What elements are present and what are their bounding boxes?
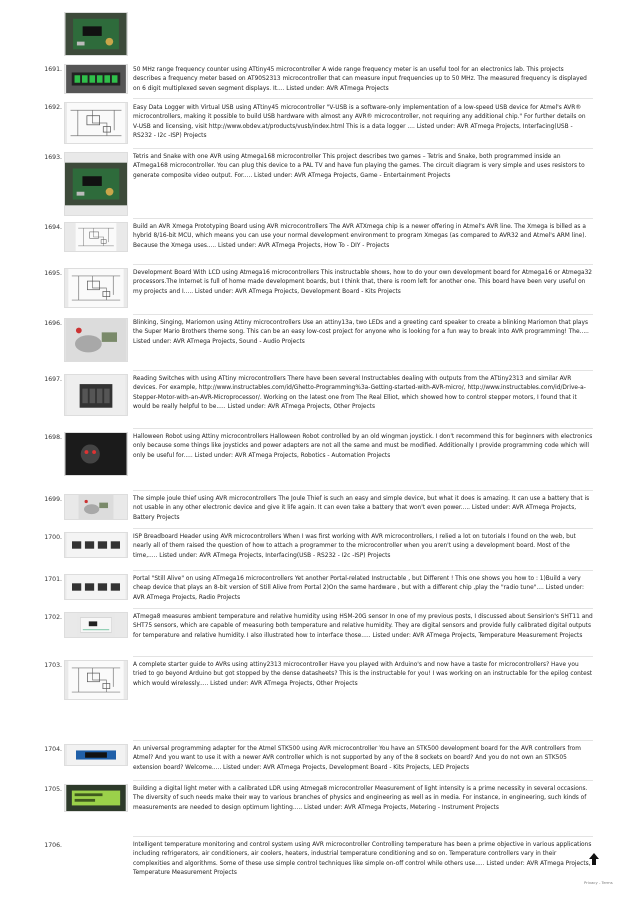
project-thumbnail[interactable]: [64, 318, 128, 362]
item-separator: [133, 98, 593, 99]
item-separator: [133, 314, 593, 315]
project-description[interactable]: Blinking, Singing, Mariomon using Attiny microcontrollers Use an attiny13a, two LEDs and a greeting card speaker to create a blinking Mariomon that plays the Super Mario Brothers theme song. This can be an easy low-cost project for anyone who is looking for a fun way to break into AVR programming! The..... Listed under: AVR ATmega Projects, Sound - Audio Projects: [133, 320, 589, 345]
project-description[interactable]: Easy Data Logger with Virtual USB using ATtiny45 microcontroller "V-USB is a software-only implementation of a low-speed USB device for Atmel's AVR® microcontrollers, making it possible to build USB hardware with almost any AVR® microcontroller, not requiring any additional chip." For further details on V-USB and licensing, visit http://www.obdev.at/products/vusb/index.html This is a data logger .... Listed under: AVR ATmega Projects, Interfacing(USB - RS232 - I2c -ISP) Projects: [133, 105, 586, 140]
project-thumbnail[interactable]: [64, 612, 128, 638]
item-number: 1696.: [44, 320, 62, 327]
item-number: 1702.: [44, 614, 62, 621]
project-description[interactable]: ISP Breadboard Header using AVR microcontrollers When I was first working with AVR microcontrollers, I relied a lot on tutorials I found on the web, but nearly all of them raised the question of how to attach a programmer to the microcontroller when you aren't using a development board. Most of the time,..... Listed under: AVR ATmega Projects, Interfacing(USB - RS232 - I2c -ISP) Projects: [133, 534, 576, 559]
item-number: 1698.: [44, 434, 62, 441]
item-number: 1701.: [44, 576, 62, 583]
project-thumbnail[interactable]: [64, 152, 128, 216]
project-thumbnail[interactable]: [64, 374, 128, 416]
project-thumbnail[interactable]: [64, 64, 128, 94]
project-description[interactable]: Portal "Still Alive" on using ATmega16 microcontrollers Yet another Portal-related Instructable , but Different ! This one shows you how to : 1)Build a very cheap device that plays an 8-bit version of Still Alive from Portal 2)On the same hardware , but with a different chip ,play the "radio tune".... Listed under: AVR ATmega Projects, Radio Projects: [133, 576, 585, 601]
project-thumbnail[interactable]: [64, 12, 128, 56]
item-separator: [133, 570, 593, 571]
project-description[interactable]: A complete starter guide to AVRs using attiny2313 microcontroller Have you played with Arduino's and now have a taste for microcontrollers? Have you tried to go beyond Arduino but got stopped by the dense datasheets? This is the instructable for you! I was working on an instructable for the epilog contest which would wirelessly..... Listed under: AVR ATmega Projects, Other Projects: [133, 662, 593, 687]
project-description[interactable]: Halloween Robot using Attiny microcontrollers Halloween Robot controlled by an old wingman joystick. I don't recommend this for beginners with electronics only because some things like joysticks and power adapters are not all the same and must be modified. Additionally I provide programming code which will only be useful for..... Listed under: AVR ATmega Projects, Robotics - Automation Projects: [133, 434, 593, 459]
project-thumbnail[interactable]: [64, 432, 128, 476]
item-separator: [133, 264, 593, 265]
project-description[interactable]: Build an AVR Xmega Prototyping Board using AVR microcontrollers The AVR ATXmega chip is a newer offering in Atmel's AVR line. The Xmega is billed as a hybrid 8/16-bit MCU, which means you can use your normal development environment to program Xmegas (as compared to AVR32 and Atmel's ARM line). Because the Xmega uses..... Listed under: AVR ATmega Projects, How To - DIY - Projects: [133, 224, 587, 249]
project-thumbnail[interactable]: [64, 574, 128, 600]
item-number: 1700.: [44, 534, 62, 541]
item-separator: [133, 608, 593, 609]
project-description[interactable]: Reading Switches with using ATtiny microcontrollers There have been several Instructables dealing with outputs from the ATtiny2313 and similar AVR devices. For example, http://www.instructables.com/id/Ghetto-Programming%3a-Getting-started-with-AVR-micro/, http://www.instructables.com/id/Drive-a-Stepper-Motor-with-an-AVR-Microprocessor/. Working on the latest one from The Real Elliot, which showed how to control stepper motors, I found that it would be really helpful to be..... Listed under: AVR ATmega Projects, Other Projects: [133, 376, 586, 411]
item-separator: [133, 428, 593, 429]
item-separator: [133, 740, 593, 741]
item-separator: [133, 780, 593, 781]
project-thumbnail[interactable]: [64, 102, 128, 144]
project-description[interactable]: ATmega8 measures ambient temperature and relative humidity using HSM-20G sensor In one of my previous posts, I discussed about Sensirion's SHT11 and SHT75 sensors, which are capable of measuring both temperature and relative humidity. They are digital sensors and provide fully calibrated digital outputs for temperature and relative humidity. I also illustrated how to interface those..... Listed under: AVR ATmega Projects, Temperature Measurement Projects: [133, 614, 593, 639]
item-separator: [133, 836, 593, 837]
item-number: 1693.: [44, 154, 62, 161]
item-number: 1694.: [44, 224, 62, 231]
project-thumbnail[interactable]: [64, 744, 128, 766]
project-description[interactable]: Building a digital light meter with a calibrated LDR using Atmega8 microcontroller Measurement of light intensity is a prime necessity in several occasions. The diversity of such needs make their way to various branches of physics and engineering as well as in media. For instance, in engineering, such kinds of measurements are needed to design optimum lighting..... Listed under: AVR ATmega Projects, Metering - Instrument Projects: [133, 786, 588, 811]
project-description[interactable]: Intelligent temperature monitoring and control system using AVR microcontroller Controlling temperature has been a prime objective in various applications including refrigerators, air conditioners, air coolers, heaters, industrial temperature conditioning and so on. Temperature controllers vary in their complexities and algorithms. Some of these use simple control techniques like simple on-off control while others use..... Listed under: AVR ATmega Projects, Temperature Measurement Projects: [133, 842, 592, 877]
item-number: 1699.: [44, 496, 62, 503]
project-description[interactable]: An universal programming adapter for the Atmel STK500 using AVR microcontroller You have an STK500 development board for the AVR controllers from Atmel? And you want to use it with a newer AVR controller which is not supported by any of the 8 sockets on board? And you do not own an STK505 extension board? Welcome..... Listed under: AVR ATmega Projects, Development Board - Kits Projects, LED Projects: [133, 746, 581, 771]
item-separator: [133, 370, 593, 371]
arrow-up-icon: [589, 853, 599, 865]
project-description[interactable]: Development Board With LCD using Atmega16 microcontrollers This instructable shows, how to do your own development board for Atmega16 or Atmega32 processors.The Internet is full of home made development boards, but I think that, there is room left for another one. This board have been very useful on my projects and I..... Listed under: AVR ATmega Projects, Development Board - Kits Projects: [133, 270, 593, 295]
footer-note: Privacy - Terms: [584, 880, 613, 885]
project-description[interactable]: The simple joule thief using AVR microcontrollers The Joule Thief is such an easy and simple device, but what it does is amazing. It can use a battery that is not usable in any other electronic device and give it life again. It can even take a battery that won't even power..... Listed under: AVR ATmega Projects, Battery Projects: [133, 496, 590, 521]
item-number: 1697.: [44, 376, 62, 383]
item-separator: [133, 490, 593, 491]
item-separator: [133, 148, 593, 149]
item-separator: [133, 218, 593, 219]
item-number: 1705.: [44, 786, 62, 793]
project-thumbnail[interactable]: [64, 532, 128, 558]
item-separator: [133, 528, 593, 529]
item-number: 1695.: [44, 270, 62, 277]
project-description[interactable]: 50 MHz range frequency counter using ATtiny45 microcontroller A wide range frequency meter is an useful tool for an electronics lab. This projects describes a frequency meter based on AT90S2313 microcontroller that can measure input frequencies up to 50 MHz. The measured frequency is displayed on 6 digit multiplexed seven segment displays. It.... Listed under: AVR ATmega Projects: [133, 67, 587, 92]
project-thumbnail[interactable]: [64, 268, 128, 308]
item-number: 1706.: [44, 842, 62, 849]
project-thumbnail[interactable]: [64, 494, 128, 520]
scroll-to-top-button[interactable]: [589, 850, 599, 862]
item-number: 1703.: [44, 662, 62, 669]
item-number: 1691.: [44, 66, 62, 73]
project-thumbnail[interactable]: [64, 222, 128, 252]
project-thumbnail[interactable]: [64, 784, 128, 812]
item-separator: [133, 656, 593, 657]
project-description[interactable]: Tetris and Snake with one AVR using Atmega168 microcontroller This project describes two games – Tetris and Snake, both programmed inside an ATmega168 microcontroller. You can plug this device to a PAL TV and have fun playing the games. The circuit diagram is very simple and uses resistors to generate composite video output. For..... Listed under: AVR ATmega Projects, Game - Entertainment Projects: [133, 154, 585, 179]
item-number: 1692.: [44, 104, 62, 111]
item-number: 1704.: [44, 746, 62, 753]
project-thumbnail[interactable]: [64, 660, 128, 700]
